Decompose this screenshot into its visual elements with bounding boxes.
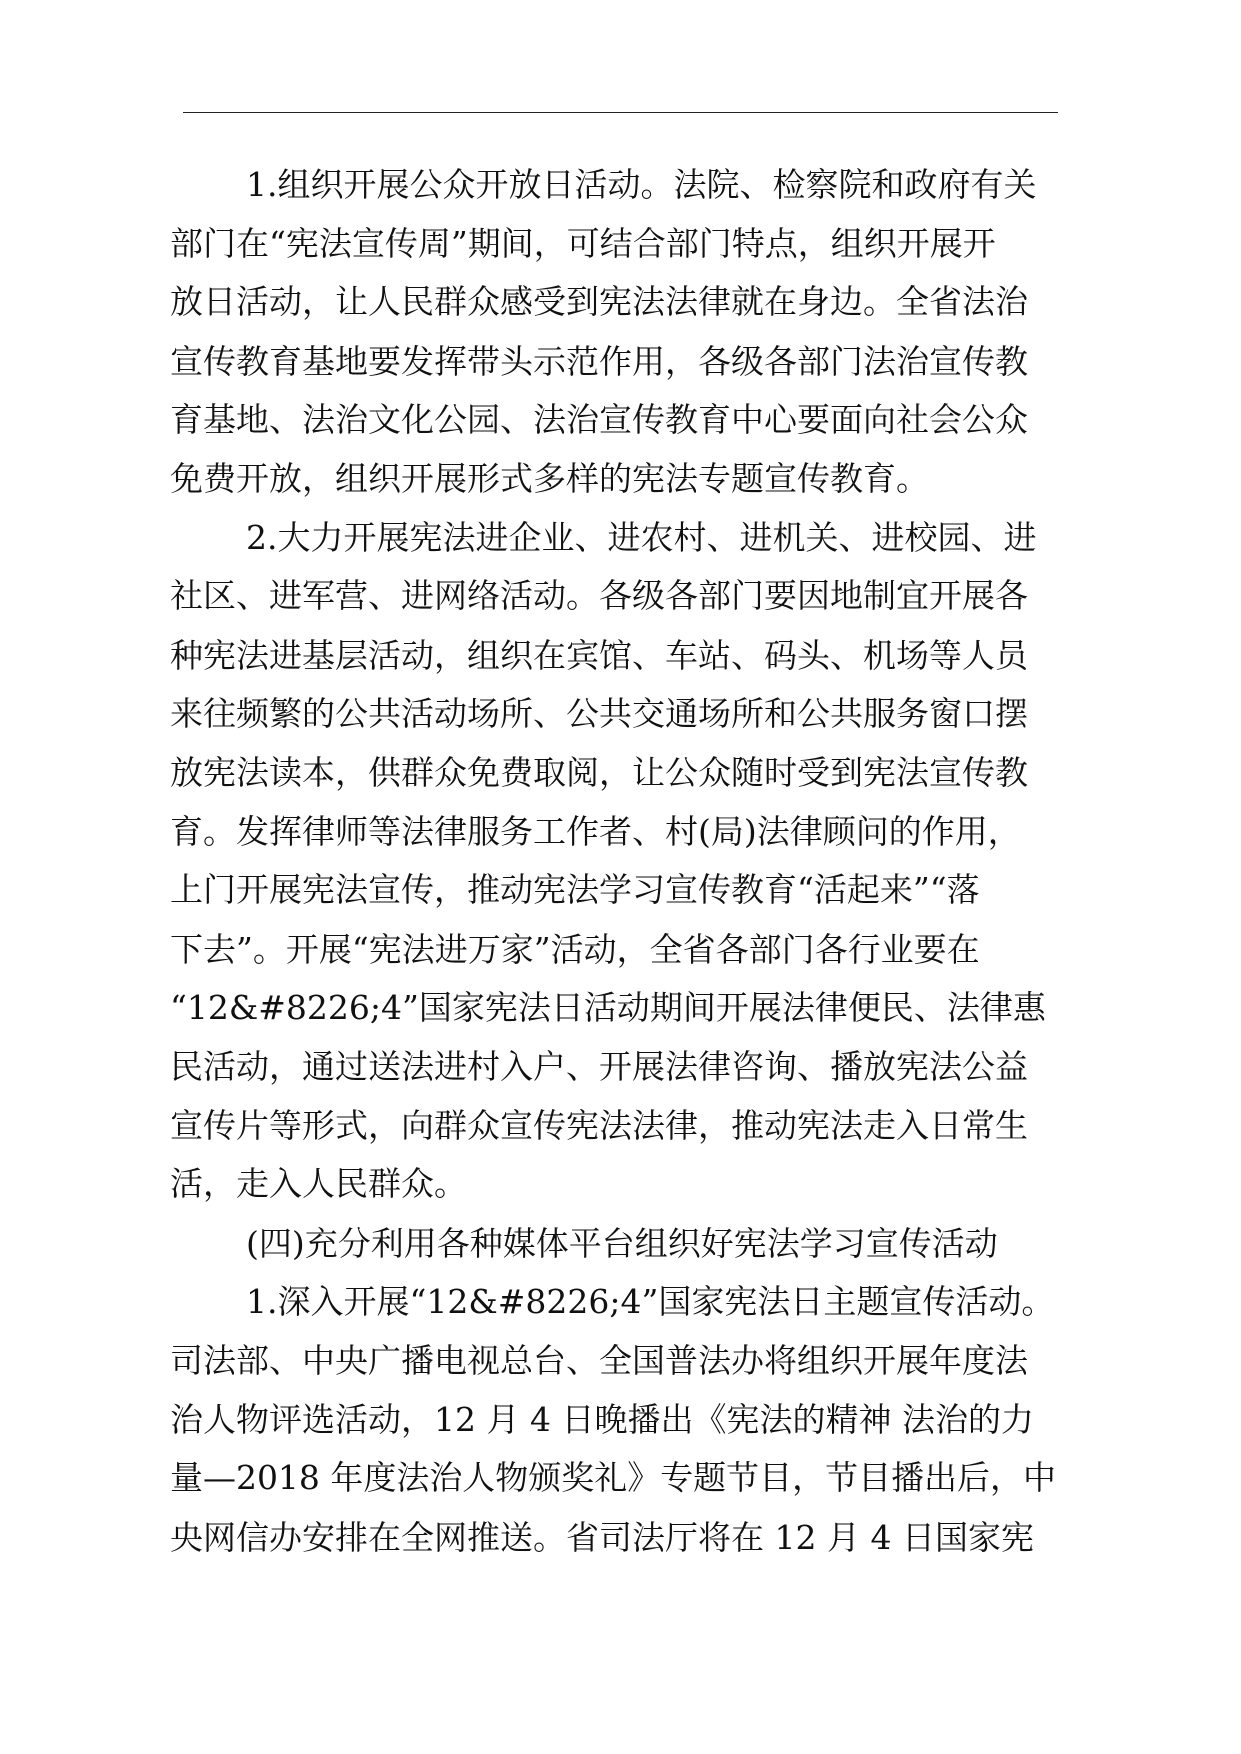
text-line bbox=[0, 449, 1241, 509]
line-text: 宣传教育基地要发挥带头示范作用，各级各部门法治宣传教 bbox=[170, 342, 1028, 381]
text-line bbox=[0, 1154, 1241, 1214]
line-text: 1.组织开展公众开放日活动。法院、检察院和政府有关 bbox=[246, 165, 1037, 204]
header-rule bbox=[183, 112, 1058, 113]
text-line bbox=[0, 508, 1241, 568]
line-text: 央网信办安排在全网推送。省司法厅将在 12 月 4 日国家宪 bbox=[170, 1518, 1034, 1557]
text-line bbox=[0, 626, 1241, 686]
line-text: 放宪法读本，供群众免费取阅，让公众随时受到宪法宣传教 bbox=[170, 753, 1028, 792]
text-line bbox=[0, 1272, 1241, 1332]
line-text: 民活动，通过送法进村入户、开展法律咨询、播放宪法公益 bbox=[170, 1047, 1028, 1086]
line-text: 活，走入人民群众。 bbox=[170, 1164, 467, 1203]
line-text: “12&#8226;4”国家宪法日活动期间开展法律便民、法律惠 bbox=[170, 988, 1046, 1027]
line-text: 治人物评选活动，12 月 4 日晚播出《宪法的精神 法治的力 bbox=[170, 1400, 1034, 1439]
line-text: 育。发挥律师等法律服务工作者、村(局)法律顾问的作用， bbox=[170, 812, 1021, 851]
text-line bbox=[0, 1448, 1241, 1508]
text-line bbox=[0, 743, 1241, 803]
line-text: 免费开放，组织开展形式多样的宪法专题宣传教育。 bbox=[170, 459, 929, 498]
text-line bbox=[0, 272, 1241, 332]
text-line bbox=[0, 1508, 1241, 1568]
line-text: 司法部、中央广播电视总台、全国普法办将组织开展年度法 bbox=[170, 1341, 1028, 1380]
text-line bbox=[0, 1096, 1241, 1156]
text-line bbox=[0, 214, 1241, 274]
text-line bbox=[0, 390, 1241, 450]
text-line bbox=[0, 1390, 1241, 1450]
text-line bbox=[0, 802, 1241, 862]
line-text: 量—2018 年度法治人物颁奖礼》专题节目，节目播出后，中 bbox=[170, 1458, 1056, 1497]
text-line bbox=[0, 920, 1241, 980]
line-text: 上门开展宪法宣传，推动宪法学习宣传教育“活起来”“落 bbox=[170, 870, 980, 909]
text-line bbox=[0, 1331, 1241, 1391]
line-text: 育基地、法治文化公园、法治宣传教育中心要面向社会公众 bbox=[170, 400, 1028, 439]
line-text: 宣传片等形式，向群众宣传宪法法律，推动宪法走入日常生 bbox=[170, 1106, 1028, 1145]
text-line bbox=[0, 860, 1241, 920]
section-heading bbox=[0, 1214, 1241, 1274]
line-text: 1.深入开展“12&#8226;4”国家宪法日主题宣传活动。 bbox=[246, 1282, 1055, 1321]
line-text: 2.大力开展宪法进企业、进农村、进机关、进校园、进 bbox=[246, 518, 1037, 557]
text-line bbox=[0, 684, 1241, 744]
text-line bbox=[0, 332, 1241, 392]
line-text: 社区、进军营、进网络活动。各级各部门要因地制宜开展各 bbox=[170, 576, 1028, 615]
text-line bbox=[0, 155, 1241, 215]
line-text: 放日活动，让人民群众感受到宪法法律就在身边。全省法治 bbox=[170, 282, 1028, 321]
line-text: 下去”。开展“宪法进万家”活动，全省各部门各行业要在 bbox=[170, 930, 980, 969]
line-text: 种宪法进基层活动，组织在宾馆、车站、码头、机场等人员 bbox=[170, 636, 1028, 675]
line-text: 部门在“宪法宣传周”期间，可结合部门特点，组织开展开 bbox=[170, 224, 996, 263]
line-text: 来往频繁的公共活动场所、公共交通场所和公共服务窗口摆 bbox=[170, 694, 1028, 733]
section-heading-text: (四)充分利用各种媒体平台组织好宪法学习宣传活动 bbox=[246, 1224, 998, 1263]
text-line bbox=[0, 566, 1241, 626]
text-line bbox=[0, 1037, 1241, 1097]
text-line bbox=[0, 978, 1241, 1038]
